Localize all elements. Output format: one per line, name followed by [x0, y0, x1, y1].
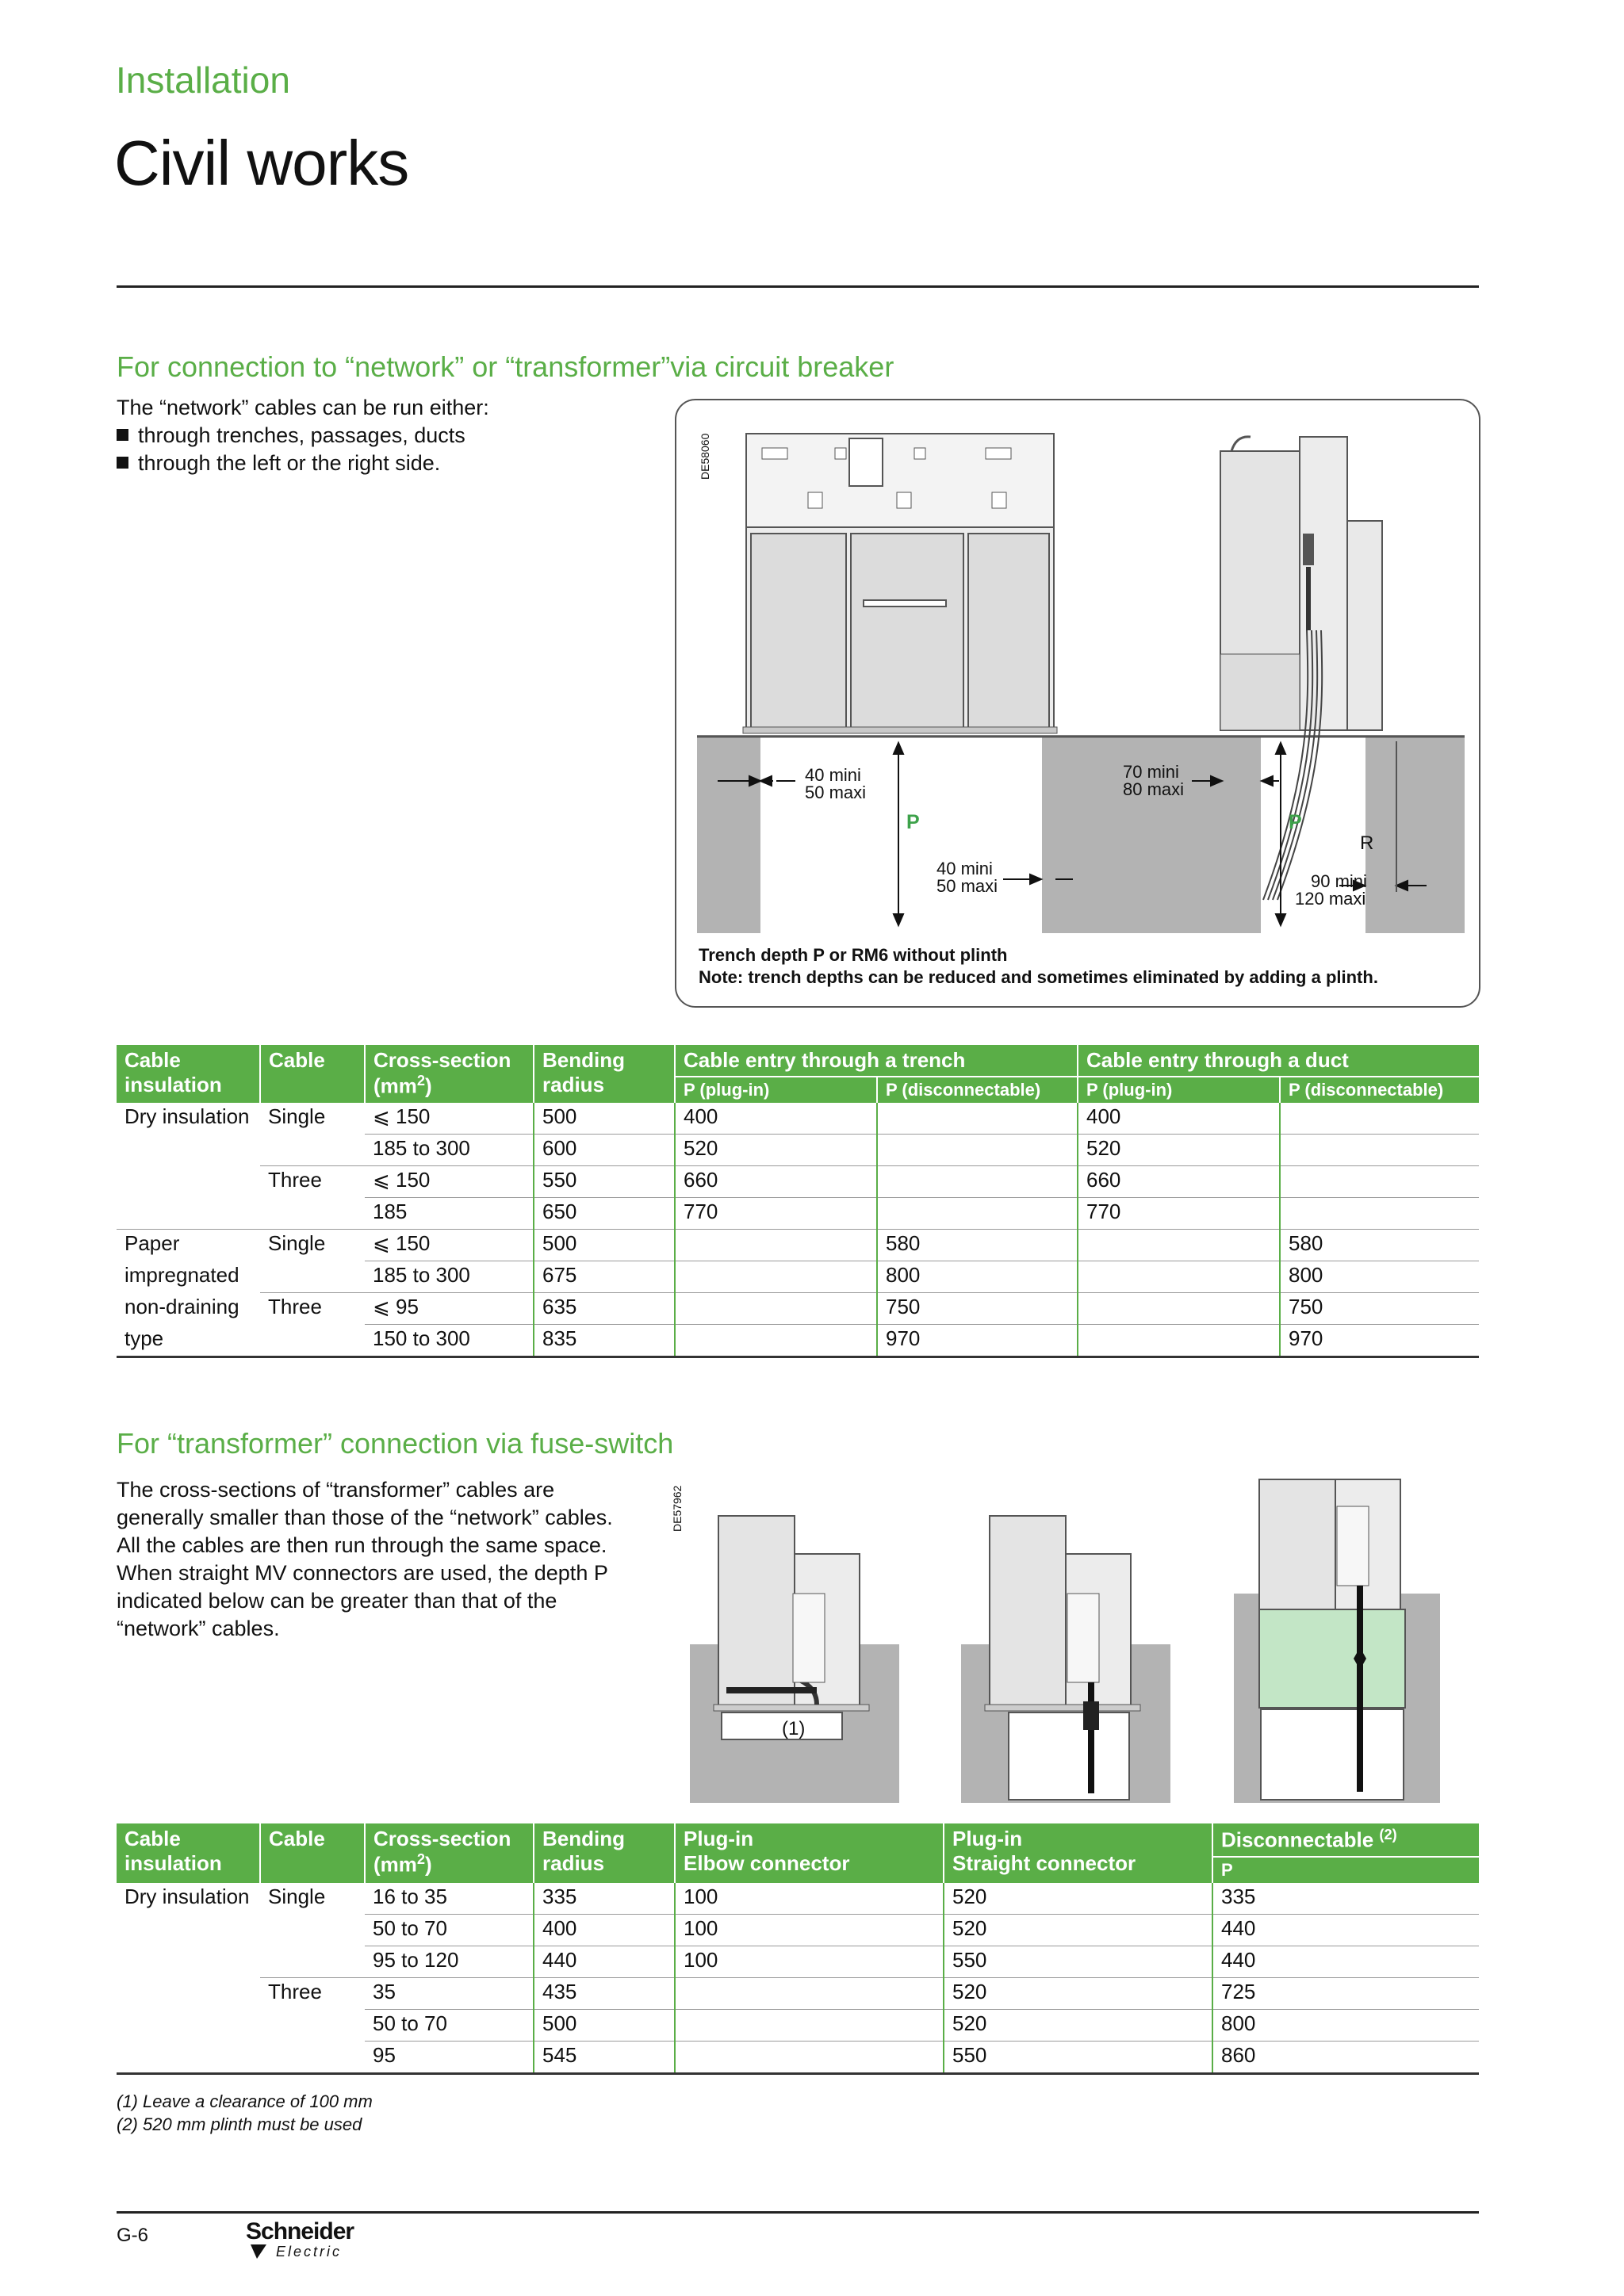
- table-row: [117, 1325, 1479, 1357]
- table-circuit-breaker: [117, 1045, 1479, 1358]
- th-bending-radius: Bending radius: [534, 1823, 675, 1883]
- table-cell-cs: ⩽ 150: [365, 1230, 534, 1261]
- table-cell-dd: 750: [1280, 1293, 1479, 1325]
- table-cell-dp: [1078, 1325, 1280, 1357]
- table-cell-ins: [117, 1914, 260, 1946]
- table-cell-dp: 660: [1078, 1166, 1280, 1198]
- table-row: [117, 1261, 1479, 1293]
- fuse-switch-diagram: [682, 1475, 1443, 1808]
- table-cell-cable: Single: [268, 1104, 326, 1128]
- plinth-scene: [1234, 1479, 1440, 1803]
- table-row: [117, 1103, 1479, 1135]
- table-cell-st: 520: [944, 1883, 1212, 1915]
- table-cell-cable: Three: [268, 1295, 322, 1318]
- clearance-label: (1): [782, 1718, 806, 1739]
- page-title: Civil works: [114, 128, 409, 198]
- table-cell-tp: 770: [675, 1198, 877, 1230]
- table-cell-di: 860: [1212, 2041, 1479, 2073]
- table-cell-cable: Three: [268, 1168, 322, 1192]
- table-row: [117, 1293, 1479, 1325]
- th-duct-disconnectable: P (disconnectable): [1280, 1077, 1479, 1103]
- table-cell-br: 435: [534, 1977, 675, 2009]
- table-row: [117, 1977, 1479, 2009]
- table-cell-br: 600: [534, 1135, 675, 1166]
- plinth: [1259, 1609, 1405, 1708]
- diagram-caption: Trench depth P or RM6 without plinth Note: trench depths can be reduced and sometimes eliminated by adding a plinth.: [699, 945, 1378, 987]
- table-cell-ins: [117, 1198, 260, 1230]
- th-cable-insulation: Cable insulation: [117, 1823, 260, 1883]
- table-cell-cs: ⩽ 150: [365, 1103, 534, 1135]
- table-cell-tp: 400: [675, 1103, 877, 1135]
- elbow-connector-scene: [690, 1516, 899, 1803]
- straight-connector-scene: [961, 1516, 1170, 1803]
- page-number: G-6: [117, 2225, 149, 2246]
- table-cell-dd: 800: [1280, 1261, 1479, 1293]
- table-cell-br: 835: [534, 1325, 675, 1357]
- table-cell-br: 545: [534, 2041, 675, 2073]
- footer-divider: [117, 2211, 1479, 2214]
- dim-left-gap-max: 50 maxi: [805, 783, 867, 802]
- table-cell-ins: Paper: [124, 1231, 180, 1255]
- table-cell-dp: [1078, 1293, 1280, 1325]
- table-cell-br: 650: [534, 1198, 675, 1230]
- table-cell-di: 440: [1212, 1914, 1479, 1946]
- th-plugin-elbow: Plug-in Elbow connector: [675, 1823, 944, 1883]
- table-cell-el: [675, 2041, 944, 2073]
- section1-intro: The “network” cables can be run either:: [117, 396, 489, 419]
- dim-right-gap-max: 120 maxi: [1295, 889, 1366, 909]
- table-cell-st: 520: [944, 1914, 1212, 1946]
- table-row: [117, 2041, 1479, 2073]
- table-cell-ins: [117, 2041, 260, 2073]
- bullet-square-icon: [117, 429, 128, 441]
- table-row: [117, 1883, 1479, 1915]
- table-cell-br: 675: [534, 1261, 675, 1293]
- table-cell-td: [877, 1198, 1078, 1230]
- th-disconnectable-p: P: [1212, 1857, 1479, 1883]
- bending-radius-r: R: [1360, 832, 1374, 854]
- table-row: [117, 1135, 1479, 1166]
- dim-mid-gap-max: 80 maxi: [1123, 779, 1185, 799]
- table-cell-tp: [675, 1261, 877, 1293]
- table-cell-tp: 520: [675, 1135, 877, 1166]
- table-cell-br: 500: [534, 1230, 675, 1261]
- th-duct: Cable entry through a duct: [1078, 1045, 1479, 1077]
- table-cell-dd: [1280, 1135, 1479, 1166]
- section2-heading: For “transformer” connection via fuse-switch: [117, 1427, 674, 1460]
- table-cell-ins: [117, 1946, 260, 1977]
- brand-logo-sub: Electric: [276, 2244, 343, 2260]
- th-cable: Cable: [260, 1823, 365, 1883]
- trench-diagram-frame: [675, 399, 1480, 1008]
- table-cell-dp: 770: [1078, 1198, 1280, 1230]
- footnotes: [117, 2090, 373, 2136]
- table-cell-st: 520: [944, 1977, 1212, 2009]
- depth-p-right: P: [1289, 811, 1302, 833]
- table-cell-cable: [260, 1946, 365, 1977]
- table-row: [117, 2009, 1479, 2041]
- th-cross-section: Cross-section $(mm^2)$: [365, 1045, 534, 1103]
- th-cross-section: Cross-section $(mm^2)$: [365, 1823, 534, 1883]
- table-cell-el: 100: [675, 1946, 944, 1977]
- dim-right-gap-min: 90 mini: [1311, 871, 1367, 891]
- bullet-item: through trenches, passages, ducts: [117, 422, 489, 450]
- table-cell-st: 550: [944, 1946, 1212, 1977]
- footnote-1: (1) Leave a clearance of 100 mm: [117, 2091, 373, 2111]
- table-cell-dd: 580: [1280, 1230, 1479, 1261]
- diagram-id: DE58060: [699, 433, 711, 480]
- table-cell-td: [877, 1135, 1078, 1166]
- table-cell-cs: ⩽ 95: [365, 1293, 534, 1325]
- dim-bottom-gap-max: 50 maxi: [936, 876, 998, 896]
- table-cell-cable: [260, 1914, 365, 1946]
- table-row: [117, 1946, 1479, 1977]
- table-cell-br: 550: [534, 1166, 675, 1198]
- table-cell-cs: 150 to 300: [365, 1325, 534, 1357]
- table-cell-cs: 95 to 120: [365, 1946, 534, 1977]
- table-cell-td: [877, 1103, 1078, 1135]
- section1-heading: For connection to “network” or “transformer”via circuit breaker: [117, 350, 894, 383]
- trench-diagram: [676, 400, 1479, 939]
- table-cell-td: 800: [877, 1261, 1078, 1293]
- table-cell-el: [675, 1977, 944, 2009]
- table-row: [117, 1230, 1479, 1261]
- header-divider: [117, 285, 1479, 288]
- table-cell-ins: [117, 2009, 260, 2041]
- table-cell-cs: 16 to 35: [365, 1883, 534, 1915]
- bullet-square-icon: [117, 457, 128, 469]
- table-cell-ins: type: [117, 1325, 260, 1357]
- table-cell-ins: Dry insulation: [124, 1104, 250, 1128]
- th-trench-plugin: P (plug-in): [675, 1077, 877, 1103]
- table-cell-cs: 50 to 70: [365, 1914, 534, 1946]
- table-cell-cable: [260, 1261, 365, 1293]
- table-cell-br: 440: [534, 1946, 675, 1977]
- th-trench-disconnectable: P (disconnectable): [877, 1077, 1078, 1103]
- table-cell-tp: [675, 1293, 877, 1325]
- section2-text: The cross-sections of “transformer” cables are generally smaller than those of the “network” cables. All the cables are then run through the same space. When straight MV connectors are used, the depth P indicated below can be greater than that of the “network” cables.: [117, 1478, 613, 1640]
- dim-left-gap-min: 40 mini: [805, 765, 861, 785]
- table-cell-cs: 185 to 300: [365, 1135, 534, 1166]
- table-cell-el: 100: [675, 1914, 944, 1946]
- table-cell-el: 100: [675, 1883, 944, 1915]
- th-trench: Cable entry through a trench: [675, 1045, 1078, 1077]
- table-cell-di: 725: [1212, 1977, 1479, 2009]
- table-cell-td: 750: [877, 1293, 1078, 1325]
- table-cell-cs: 35: [365, 1977, 534, 2009]
- table-cell-ins: [117, 1977, 260, 2009]
- depth-p-left: P: [906, 811, 920, 833]
- table-cell-cable: Single: [268, 1231, 326, 1255]
- table-cell-cs: 185 to 300: [365, 1261, 534, 1293]
- table-cell-di: 440: [1212, 1946, 1479, 1977]
- table-cell-br: 635: [534, 1293, 675, 1325]
- table-cell-dp: [1078, 1261, 1280, 1293]
- table-cell-ins: Dry insulation: [124, 1884, 250, 1908]
- table-row: [117, 1914, 1479, 1946]
- table-cell-td: 580: [877, 1230, 1078, 1261]
- table-cell-tp: [675, 1325, 877, 1357]
- brand-logo-text: Schneider: [246, 2218, 354, 2244]
- table-cell-el: [675, 2009, 944, 2041]
- th-disconnectable: Disconnectable $^{(2)}$: [1212, 1823, 1479, 1857]
- table-cell-st: 520: [944, 2009, 1212, 2041]
- table-cell-di: 335: [1212, 1883, 1479, 1915]
- diagram2-id: DE57962: [671, 1485, 684, 1532]
- th-cable: Cable: [260, 1045, 365, 1103]
- table-cell-ins: [117, 1135, 260, 1166]
- table-cell-br: 500: [534, 2009, 675, 2041]
- table-cell-br: 400: [534, 1914, 675, 1946]
- left-trench: [760, 737, 1042, 933]
- table-cell-dd: [1280, 1166, 1479, 1198]
- table-cell-cable: Single: [268, 1884, 326, 1908]
- table-cell-dp: 400: [1078, 1103, 1280, 1135]
- table-cell-cable: [260, 2041, 365, 2073]
- table-cell-br: 500: [534, 1103, 675, 1135]
- table-cell-dd: [1280, 1198, 1479, 1230]
- dim-bottom-gap-min: 40 mini: [936, 859, 993, 878]
- table-cell-ins: [117, 1166, 260, 1198]
- table-cell-tp: 660: [675, 1166, 877, 1198]
- table-cell-cable: Three: [268, 1979, 322, 2003]
- th-cable-insulation: Cable insulation: [117, 1045, 260, 1103]
- table-cell-ins: impregnated: [124, 1262, 239, 1287]
- table-row: [117, 1166, 1479, 1198]
- table-cell-cable: [260, 1198, 365, 1230]
- bullet-item: through the left or the right side.: [117, 450, 489, 477]
- table-cell-cable: [260, 2009, 365, 2041]
- table-cell-cable: [260, 1325, 365, 1357]
- section1-text: [117, 394, 489, 477]
- table-cell-tp: [675, 1230, 877, 1261]
- table-fuse-switch: [117, 1823, 1479, 2075]
- footnote-2: (2) 520 mm plinth must be used: [117, 2114, 362, 2134]
- table-cell-cable: [260, 1135, 365, 1166]
- table-cell-di: 800: [1212, 2009, 1479, 2041]
- th-plugin-straight: Plug-in Straight connector: [944, 1823, 1212, 1883]
- table-cell-dd: 970: [1280, 1325, 1479, 1357]
- table-cell-cs: ⩽ 150: [365, 1166, 534, 1198]
- table-cell-td: 970: [877, 1325, 1078, 1357]
- table-cell-ins: non-draining: [124, 1294, 239, 1318]
- table-cell-cs: 95: [365, 2041, 534, 2073]
- th-duct-plugin: P (plug-in): [1078, 1077, 1280, 1103]
- section-label: Installation: [116, 59, 290, 101]
- rm6-front-cabinet: [743, 434, 1057, 733]
- th-bending-radius: Bending radius: [534, 1045, 675, 1103]
- table-cell-td: [877, 1166, 1078, 1198]
- dim-mid-gap-min: 70 mini: [1123, 762, 1179, 782]
- schneider-logo-icon: [247, 2243, 270, 2260]
- table-cell-br: 335: [534, 1883, 675, 1915]
- table-cell-cs: 50 to 70: [365, 2009, 534, 2041]
- table-row: [117, 1198, 1479, 1230]
- table-cell-cs: 185: [365, 1198, 534, 1230]
- table-cell-dp: 520: [1078, 1135, 1280, 1166]
- table-cell-dd: [1280, 1103, 1479, 1135]
- table-cell-dp: [1078, 1230, 1280, 1261]
- table-cell-st: 550: [944, 2041, 1212, 2073]
